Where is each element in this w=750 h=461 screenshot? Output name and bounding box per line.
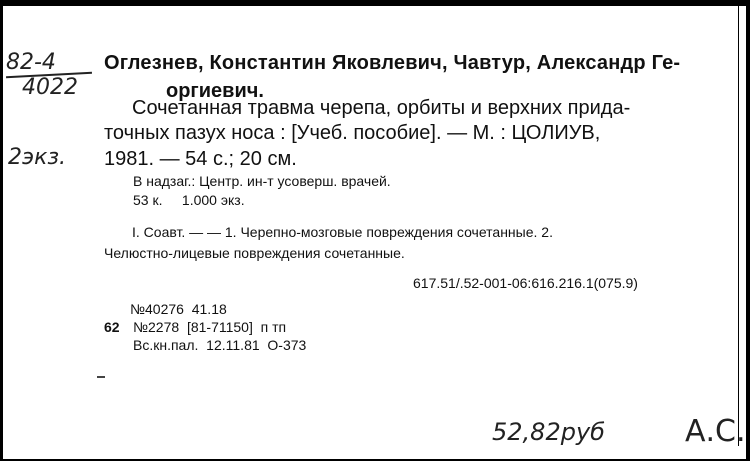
handwritten-shelfmark-top: 82-4 <box>6 50 56 75</box>
dash-mark <box>97 376 105 378</box>
handwritten-initials: А.С. <box>685 414 746 449</box>
subjects-line2: Челюстно-лицевые повреждения сочетанные. <box>104 245 405 261</box>
inventory-line3: Вс.кн.пал. 12.11.81 О-373 <box>133 337 307 353</box>
title-line1: Сочетанная травма черепа, орбиты и верхних прида- <box>132 97 631 119</box>
udc-code: 617.51/.52-001-06:616.216.1(075.9) <box>413 275 638 291</box>
handwritten-price: 52,82руб <box>492 418 605 446</box>
title-line2: точных пазух носа : [Учеб. пособие]. — М. : ЦОЛИУВ, <box>104 122 601 144</box>
subjects-line1: I. Соавт. — — 1. Черепно-мозговые повреждения сочетанные. 2. <box>132 224 553 240</box>
inventory-line2-prefix: 62 <box>104 319 120 335</box>
card-edge-inner-line <box>738 6 739 446</box>
inventory-line1: №40276 41.18 <box>130 301 227 317</box>
card-edge-right <box>746 0 750 461</box>
card-edge-top <box>0 0 750 6</box>
inventory-line2: №2278 [81-71150] п тп <box>133 319 287 335</box>
note-line1: В надзаг.: Центр. ин-т усоверш. врачей. <box>133 173 391 189</box>
handwritten-shelfmark-bottom: 4022 <box>22 75 78 100</box>
title-line3: 1981. — 54 с.; 20 см. <box>104 148 297 170</box>
note-line2: 53 к. 1.000 экз. <box>133 192 245 208</box>
heading-authors-line2: оргиевич. <box>166 80 264 102</box>
card-edge-left <box>0 0 3 461</box>
heading-authors-line1: Оглезнев, Константин Яковлевич, Чавтур, Александр Ге- <box>104 52 681 74</box>
handwritten-copies: 2экз. <box>8 145 67 170</box>
